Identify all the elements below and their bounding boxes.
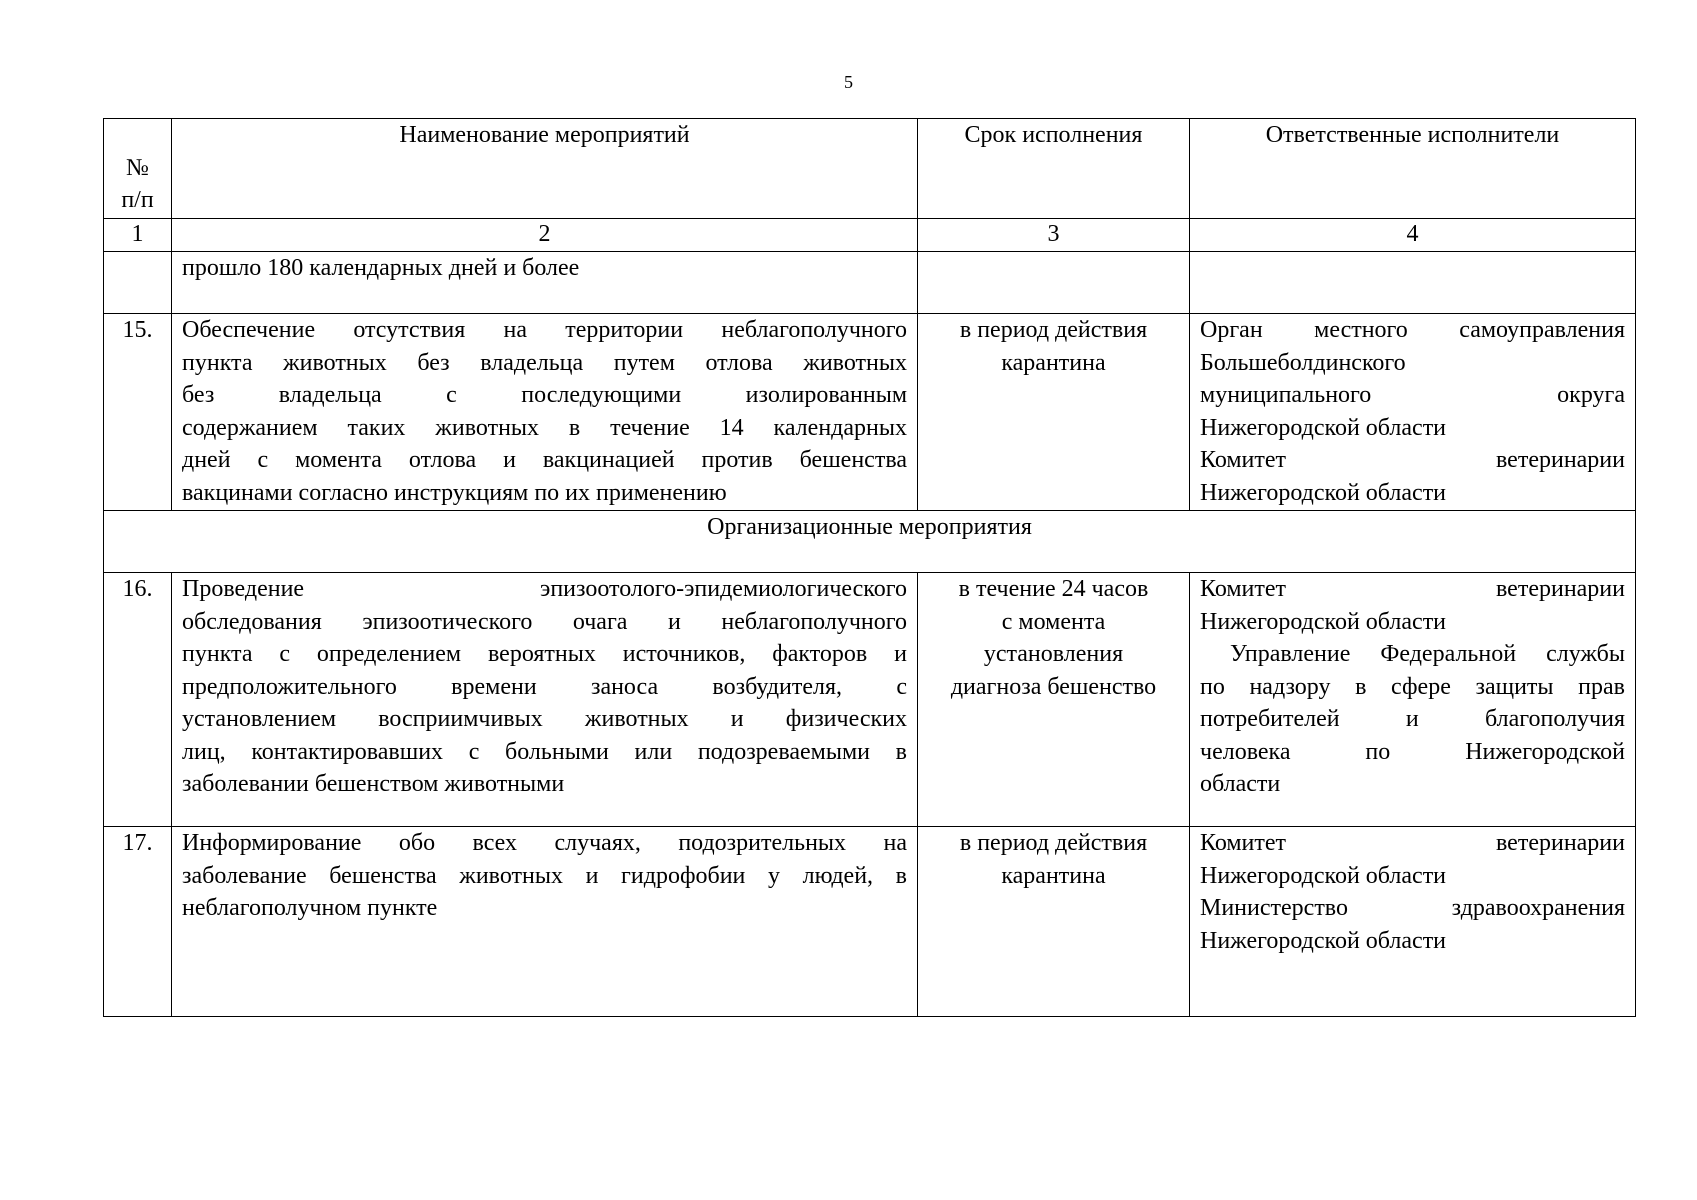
section-title: Организационные мероприятия xyxy=(104,511,1636,573)
measure-term: в период действия карантина xyxy=(918,827,1190,1017)
column-number: 4 xyxy=(1190,219,1636,252)
table-row-17 xyxy=(104,827,1636,1017)
table-row-continuation xyxy=(104,252,1636,314)
page-number: 5 xyxy=(844,72,853,92)
measure-name: Обеспечение отсутствия на территории неблагополучного пункта животных без владельца путем отлова животных без владельца с последующими изолированным содержанием таких животных в течение 14 календарных дней с момента отлова и вакцинацией против бешенства вакцинами согласно инструкциям по их применению xyxy=(172,314,918,511)
measure-term: в течение 24 часов с момента установления диагноза бешенство xyxy=(918,573,1190,827)
row-number: 17. xyxy=(104,827,172,1017)
section-header-row xyxy=(104,511,1636,573)
header-responsible: Ответственные исполнители xyxy=(1190,119,1636,219)
measure-name: Проведение эпизоотолого-эпидемиологического обследования эпизоотического очага и неблагополучного пункта с определением вероятных источников, факторов и предположительного времени заноса возбудителя, с установлением восприимчивых животных и физических лиц, контактировавших с больными или подозреваемыми в заболевании бешенством животными xyxy=(172,573,918,827)
measure-term-empty xyxy=(918,252,1190,314)
header-number: № п/п xyxy=(104,119,172,219)
column-number: 2 xyxy=(172,219,918,252)
row-number-empty xyxy=(104,252,172,314)
header-name: Наименование мероприятий xyxy=(172,119,918,219)
measures-table xyxy=(103,118,1636,1017)
measure-responsible: Комитет ветеринарии Нижегородской области Управление Федеральной службы по надзору в сфере защиты прав потребителей и благополучия человека по Нижегородской области xyxy=(1190,573,1636,827)
table-header-row xyxy=(104,119,1636,219)
column-numbers-row xyxy=(104,219,1636,252)
header-term: Срок исполнения xyxy=(918,119,1190,219)
table-row-15 xyxy=(104,314,1636,511)
row-number: 15. xyxy=(104,314,172,511)
measure-name: Информирование обо всех случаях, подозрительных на заболевание бешенства животных и гидрофобии у людей, в неблагополучном пункте xyxy=(172,827,918,1017)
measure-term: в период действия карантина xyxy=(918,314,1190,511)
column-number: 1 xyxy=(104,219,172,252)
column-number: 3 xyxy=(918,219,1190,252)
measure-name: прошло 180 календарных дней и более xyxy=(172,252,918,314)
table-row-16 xyxy=(104,573,1636,827)
measure-responsible-empty xyxy=(1190,252,1636,314)
row-number: 16. xyxy=(104,573,172,827)
measure-responsible: Орган местного самоуправления Большеболдинского муниципального округа Нижегородской области Комитет ветеринарии Нижегородской области xyxy=(1190,314,1636,511)
measure-responsible: Комитет ветеринарии Нижегородской области Министерство здравоохранения Нижегородской области xyxy=(1190,827,1636,1017)
